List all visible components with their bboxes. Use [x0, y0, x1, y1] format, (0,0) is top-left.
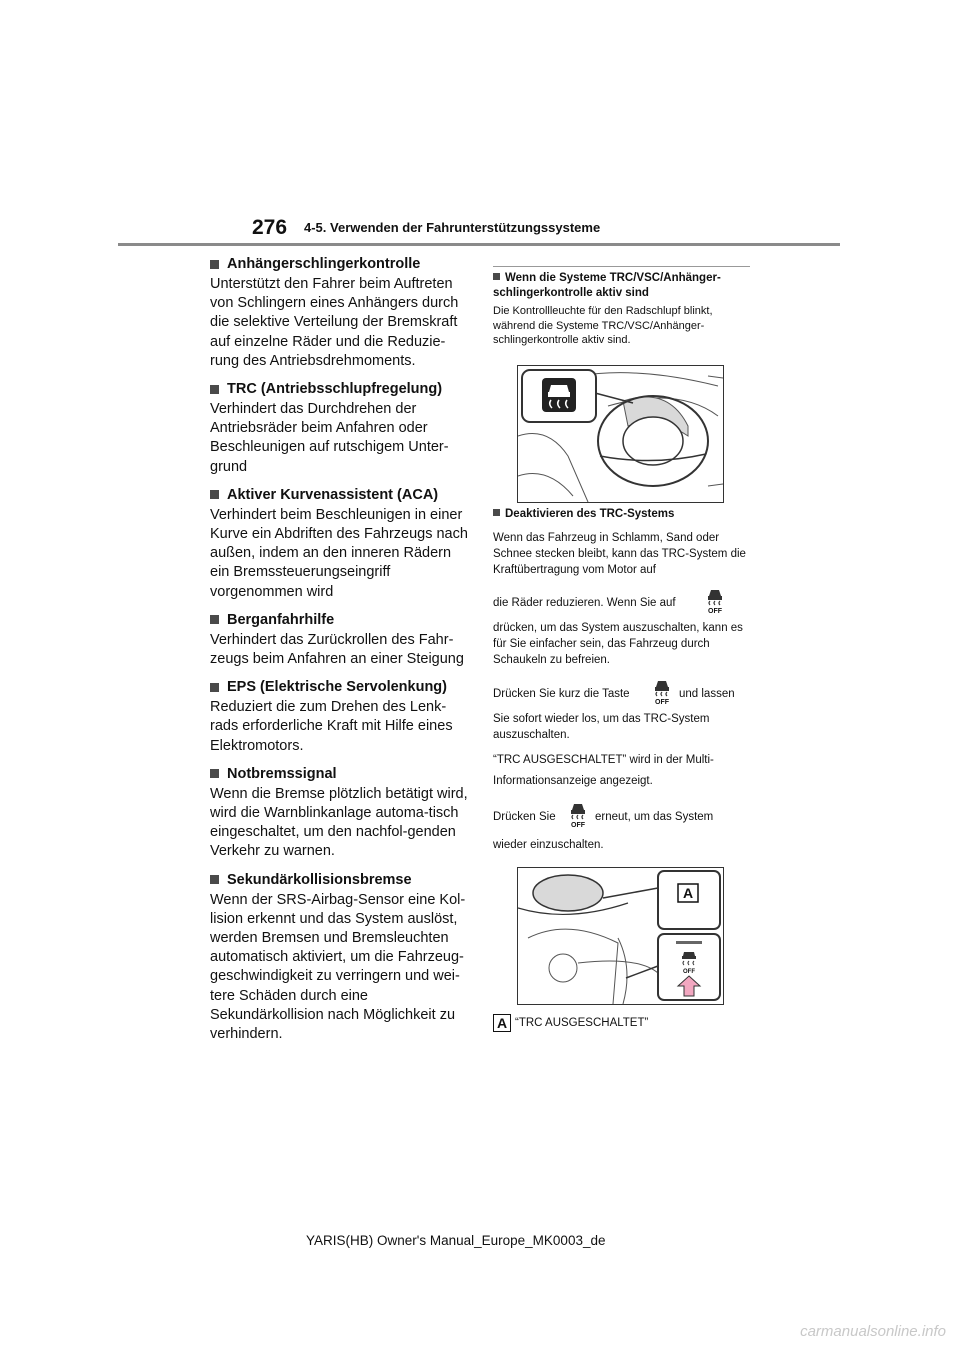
- trc-off-icon: [652, 679, 672, 710]
- watermark: carmanualsonline.info: [800, 1323, 946, 1340]
- body-text: Reduziert die zum Drehen des Lenk-rads erforderliche Kraft mit Hilfe eines Elektromotors.: [210, 699, 453, 754]
- heading: EPS (Elektrische Servolenkung): [227, 679, 447, 696]
- para2a: Drücken Sie kurz die Taste: [493, 688, 630, 700]
- active-body: Die Kontrollleuchte für den Radschlupf blinkt, während die Systeme TRC/VSC/Anhänger-schlingerkontrolle aktiv sind.: [493, 305, 713, 346]
- body-text: Wenn der SRS-Airbag-Sensor eine Kol-lision erkennt und das System auslöst, werden Bremsen und Bremsleuchten automatisch aktiviert, um die Fahrzeug-geschwindigkeit zu verringern und wei-tere Schäden durch eine Sekundärkollision nach Möglichkeit zu verhindern.: [210, 891, 466, 1043]
- section-aca: [210, 485, 470, 602]
- body-text: Verhindert das Zurückrollen des Fahr-zeugs beim Anfahren an einer Steigung: [210, 631, 464, 668]
- trc-off-icon: [705, 588, 725, 619]
- svg-text:OFF: OFF: [683, 969, 695, 975]
- section-emergency-brake-signal: [210, 764, 470, 862]
- right-top-divider: [493, 266, 750, 267]
- bullet-square-icon: [210, 769, 219, 778]
- dashboard-slip-indicator-figure: [517, 365, 724, 503]
- deactivate-heading: Deaktivieren des TRC-Systems: [493, 508, 674, 520]
- header-divider: [118, 243, 840, 246]
- heading: Sekundärkollisionsbremse: [227, 871, 412, 888]
- heading: Anhängerschlingerkontrolle: [227, 256, 421, 272]
- body-text: Verhindert das Durchdrehen der Antriebsräder beim Anfahren oder Beschleunigen auf rutschigem Unter-grund: [210, 401, 449, 475]
- callout-text: “TRC AUSGESCHALTET”: [515, 1017, 649, 1029]
- heading: Aktiver Kurvenassistent (ACA): [227, 486, 439, 503]
- body-text: Wenn die Bremse plötzlich betätigt wird, wird die Warnblinkanlage automa-tisch eingeschaltet, um den nachfol-genden Verkehr zu warnen.: [210, 785, 468, 860]
- bullet-square-icon: [210, 490, 219, 499]
- active-heading: Wenn die Systeme TRC/VSC/Anhänger-schlingerkontrolle aktiv sind: [493, 272, 721, 299]
- body-text: Verhindert beim Beschleunigen in einer Kurve ein Abdriften des Fahrzeugs nach außen, indem an den inneren Rädern ein Bremssteuerungseingriff vorgenommen wird: [210, 506, 468, 600]
- svg-text:OFF: OFF: [571, 822, 585, 828]
- section-secondary-collision-brake: [210, 870, 470, 1045]
- section-trailer-sway: [210, 254, 470, 371]
- bullet-square-icon: [210, 875, 219, 884]
- para1a: Wenn das Fahrzeug in Schlamm, Sand oder Schnee stecken bleibt, kann das TRC-System die Kraftübertragung vom Motor auf: [493, 532, 746, 576]
- section-hill-start: [210, 610, 470, 669]
- para1b: die Räder reduzieren. Wenn Sie auf: [493, 597, 676, 609]
- para1c: drücken, um das System auszuschalten, kann es für Sie einfacher sein, das Fahrzeug durch Schaukeln zu befreien.: [493, 622, 743, 666]
- svg-text:OFF: OFF: [655, 699, 669, 705]
- trc-off-button-figure: [517, 867, 724, 1005]
- heading: Berganfahrhilfe: [227, 611, 335, 628]
- bullet-square-icon: [210, 683, 219, 692]
- para4b: erneut, um das System: [595, 811, 714, 823]
- para3: “TRC AUSGESCHALTET” wird in der Multi-Informationsanzeige angezeigt.: [493, 754, 714, 787]
- footer-text: YARIS(HB) Owner's Manual_Europe_MK0003_de: [306, 1233, 606, 1248]
- left-column: [210, 254, 470, 1052]
- para2b: und lassen: [679, 688, 735, 700]
- bullet-square-icon: [210, 615, 219, 624]
- body-text: Unterstützt den Fahrer beim Auftreten von Schlingern eines Anhängers durch die selektive Verteilung der Bremskraft auf einzelne Räder und die Reduzie-rung des Antriebsdrehmoments.: [210, 276, 459, 369]
- callout-label-box: A: [493, 1014, 511, 1032]
- para2c: Sie sofort wieder los, um das TRC-System auszuschalten.: [493, 713, 710, 741]
- heading: Notbremssignal: [227, 765, 337, 782]
- page-number: 276: [252, 216, 288, 239]
- bullet-square-icon: [210, 385, 219, 394]
- section-title: 4-5. Verwenden der Fahrunterstützungssysteme: [304, 220, 601, 235]
- svg-text:A: A: [682, 885, 694, 901]
- bullet-square-icon: [210, 260, 219, 269]
- trc-off-icon: [568, 802, 588, 833]
- section-trc: [210, 379, 470, 477]
- heading: TRC (Antriebsschlupfregelung): [227, 381, 443, 398]
- bullet-square-icon: [493, 509, 500, 516]
- bullet-square-icon: [493, 273, 500, 280]
- section-eps: [210, 677, 470, 756]
- svg-text:OFF: OFF: [708, 608, 722, 614]
- para4c: wieder einzuschalten.: [493, 839, 604, 851]
- para4a: Drücken Sie: [493, 811, 556, 823]
